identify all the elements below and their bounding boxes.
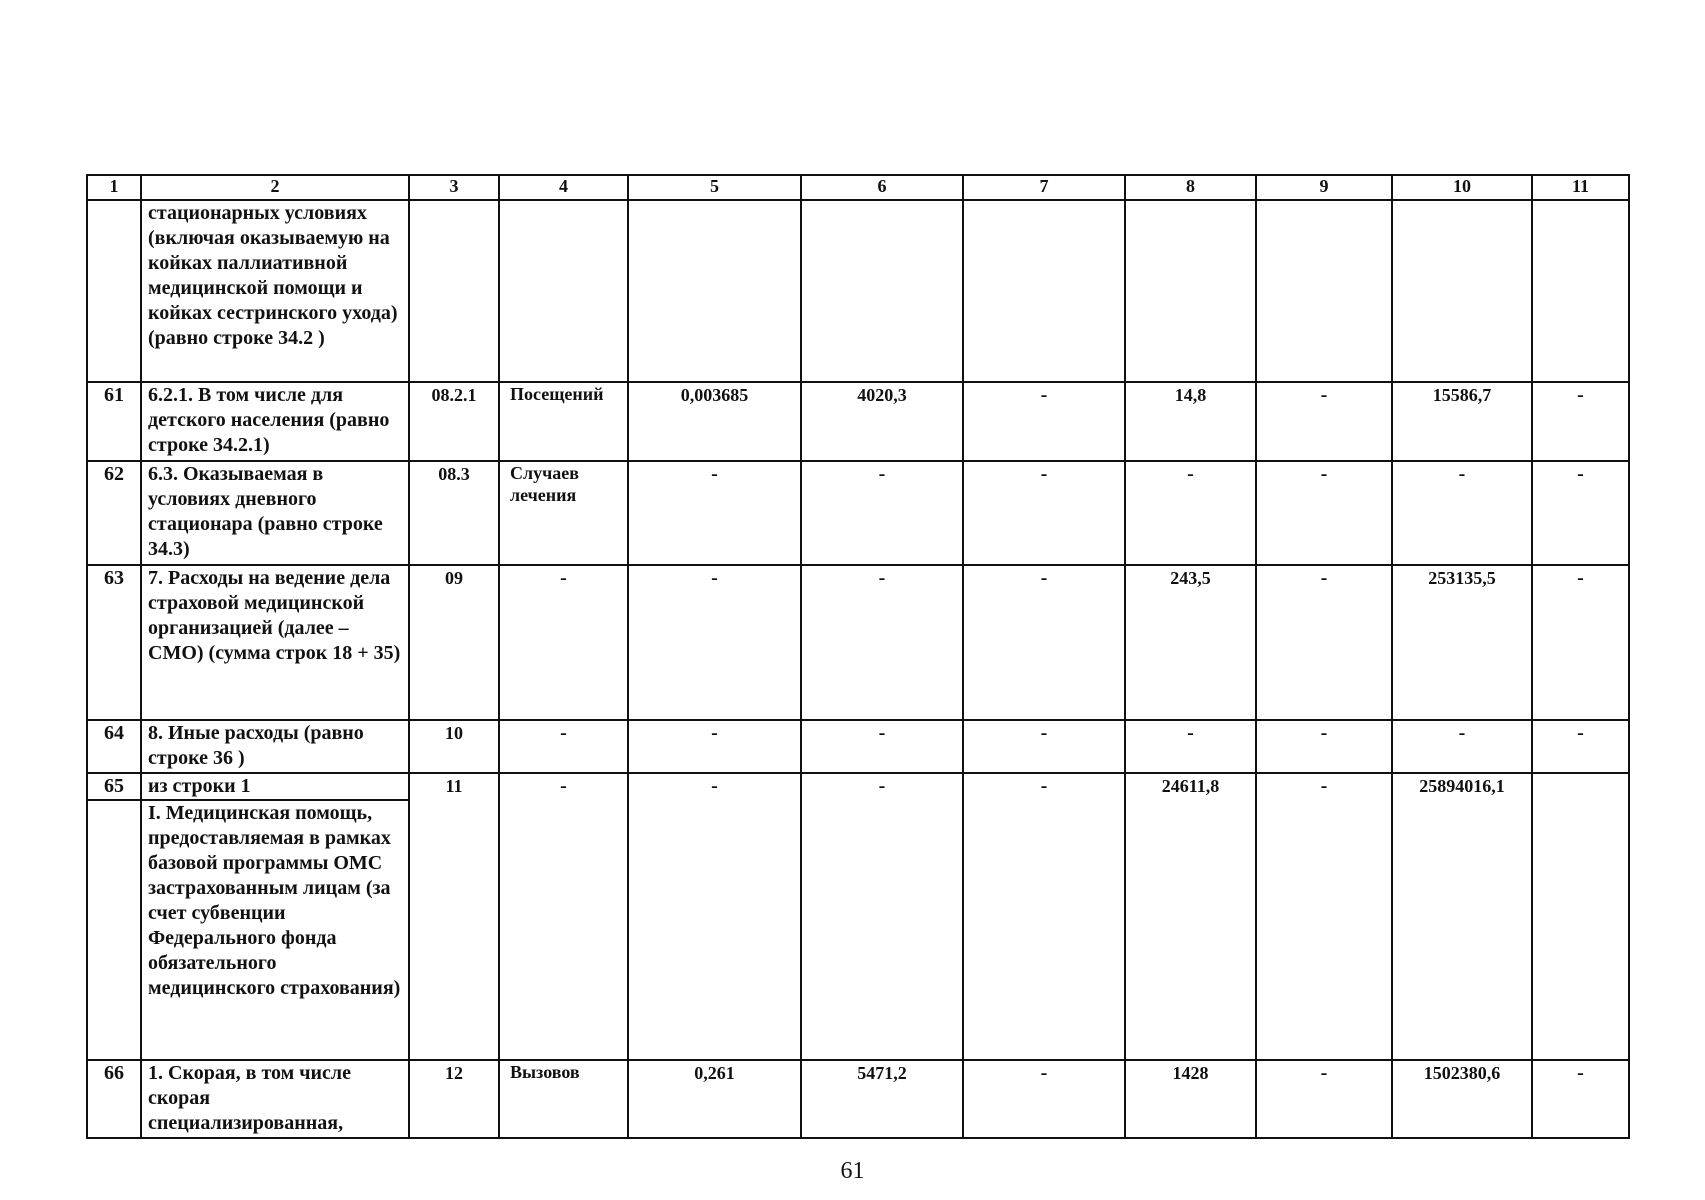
row-col7: - (963, 382, 1125, 461)
row-code: 08.3 (409, 461, 499, 565)
row-number: 61 (87, 382, 141, 461)
row-col5 (628, 200, 801, 382)
column-number-row (87, 175, 1629, 200)
row-unit: - (499, 773, 628, 1060)
row-col11 (1532, 773, 1629, 1060)
row-col9: - (1256, 565, 1392, 720)
row-name: 7. Расходы на ведение дела страховой медицинской организацией (далее – СМО) (сумма строк 18 + 35) (141, 565, 409, 720)
column-header: 1 (87, 175, 141, 200)
row-col7: - (963, 720, 1125, 773)
row-name: 8. Иные расходы (равно строке 36 ) (141, 720, 409, 773)
row-col6: - (801, 565, 963, 720)
row-col10: - (1392, 720, 1532, 773)
table-row (87, 200, 1629, 382)
table-row (87, 773, 1629, 800)
row-col7: - (963, 1060, 1125, 1138)
table-row (87, 382, 1629, 461)
column-header: 3 (409, 175, 499, 200)
row-col8: 243,5 (1125, 565, 1256, 720)
table-row (87, 461, 1629, 565)
row-col11: - (1532, 720, 1629, 773)
row-col6 (801, 200, 963, 382)
row-unit: - (499, 565, 628, 720)
row-name: из строки 1 (141, 773, 409, 800)
row-col6: 5471,2 (801, 1060, 963, 1138)
row-code: 12 (409, 1060, 499, 1138)
row-code: 09 (409, 565, 499, 720)
column-header: 10 (1392, 175, 1532, 200)
row-code (409, 200, 499, 382)
row-name: стационарных условиях (включая оказываемую на койках паллиативной медицинской помощи и койках сестринского ухода) (равно строке 34.2 ) (141, 200, 409, 382)
row-col8: - (1125, 720, 1256, 773)
row-unit: Вызовов (499, 1060, 628, 1138)
row-col5: - (628, 565, 801, 720)
row-col7: - (963, 565, 1125, 720)
row-col5: 0,261 (628, 1060, 801, 1138)
column-header: 4 (499, 175, 628, 200)
row-name: 1. Скорая, в том числе скорая специализированная, (141, 1060, 409, 1138)
row-col6: - (801, 720, 963, 773)
row-unit (499, 200, 628, 382)
row-col9 (1256, 200, 1392, 382)
row-unit: Посещений (499, 382, 628, 461)
column-header: 11 (1532, 175, 1629, 200)
row-col8: 1428 (1125, 1060, 1256, 1138)
row-col11: - (1532, 382, 1629, 461)
table-row (87, 1060, 1629, 1138)
row-col10: 253135,5 (1392, 565, 1532, 720)
data-table (86, 174, 1630, 1139)
row-col10: 25894016,1 (1392, 773, 1532, 1060)
row-col10: 1502380,6 (1392, 1060, 1532, 1138)
row-col5: - (628, 773, 801, 1060)
page-number: 61 (840, 1158, 865, 1184)
table-row (87, 720, 1629, 773)
row-number: 64 (87, 720, 141, 773)
row-col11: - (1532, 565, 1629, 720)
row-number: 63 (87, 565, 141, 720)
row-col7: - (963, 461, 1125, 565)
row-unit: Случаев лечения (499, 461, 628, 565)
row-col10: - (1392, 461, 1532, 565)
row-col6: - (801, 773, 963, 1060)
row-col11: - (1532, 1060, 1629, 1138)
row-col9: - (1256, 1060, 1392, 1138)
row-col11 (1532, 200, 1629, 382)
row-col9: - (1256, 382, 1392, 461)
row-col6: 4020,3 (801, 382, 963, 461)
row-col7 (963, 200, 1125, 382)
column-header: 9 (1256, 175, 1392, 200)
row-col8 (1125, 200, 1256, 382)
row-col8: 24611,8 (1125, 773, 1256, 1060)
row-col8: 14,8 (1125, 382, 1256, 461)
column-header: 5 (628, 175, 801, 200)
column-header: 8 (1125, 175, 1256, 200)
row-col6: - (801, 461, 963, 565)
section-heading: I. Медицинская помощь, предоставляемая в рамках базовой программы ОМС застрахованным лицам (за счет субвенции Федерального фонда обязательного медицинского страхования) (141, 800, 409, 1060)
row-col11: - (1532, 461, 1629, 565)
row-number: 62 (87, 461, 141, 565)
row-col10: 15586,7 (1392, 382, 1532, 461)
column-header: 6 (801, 175, 963, 200)
row-number: 65 (87, 773, 141, 800)
row-name: 6.2.1. В том числе для детского населения (равно строке 34.2.1) (141, 382, 409, 461)
table-row (87, 565, 1629, 720)
row-code: 08.2.1 (409, 382, 499, 461)
column-header: 7 (963, 175, 1125, 200)
row-number (87, 200, 141, 382)
column-header: 2 (141, 175, 409, 200)
row-col9: - (1256, 773, 1392, 1060)
row-col7: - (963, 773, 1125, 1060)
row-col8: - (1125, 461, 1256, 565)
row-number (87, 800, 141, 1060)
row-col5: - (628, 461, 801, 565)
row-code: 11 (409, 773, 499, 1060)
row-number: 66 (87, 1060, 141, 1138)
row-unit: - (499, 720, 628, 773)
row-col5: - (628, 720, 801, 773)
row-name: 6.3. Оказываемая в условиях дневного стационара (равно строке 34.3) (141, 461, 409, 565)
row-col9: - (1256, 720, 1392, 773)
row-col10 (1392, 200, 1532, 382)
row-col9: - (1256, 461, 1392, 565)
row-code: 10 (409, 720, 499, 773)
row-col5: 0,003685 (628, 382, 801, 461)
